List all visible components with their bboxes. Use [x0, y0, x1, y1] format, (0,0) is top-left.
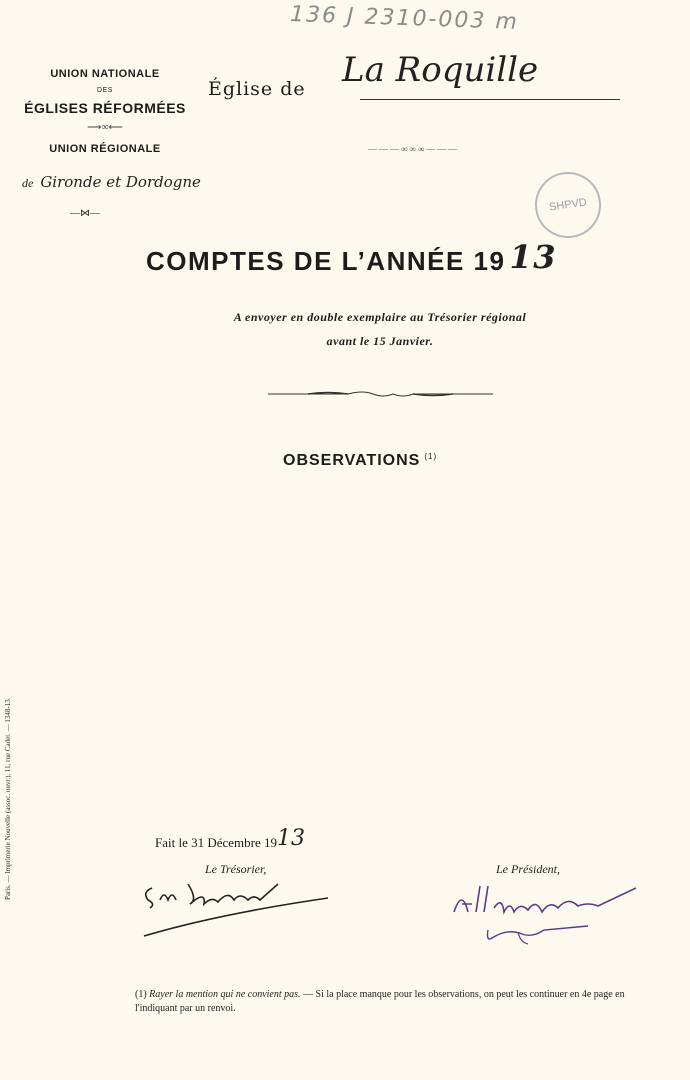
title-year-handwritten: 13 [509, 238, 557, 276]
instruction-line-1: A envoyer en double exemplaire au Trésorier régional [233, 310, 527, 324]
footnote-marker: (1) [135, 989, 147, 1000]
eglise-label: Église de [208, 78, 306, 100]
main-title [146, 240, 557, 278]
footnote-rest: — Si la place manque pour les observations, on peut les continuer en 4e page en l'indiquant par un renvoi. [135, 989, 625, 1014]
region-line [22, 173, 201, 191]
eglise-line [208, 50, 539, 100]
tresorier-signature [138, 870, 338, 945]
union-regionale-label: UNION RÉGIONALE [49, 143, 161, 155]
tresorier-label: Le Trésorier, [205, 862, 267, 876]
observations-label: OBSERVATIONS [283, 452, 421, 469]
eglise-name-handwritten: La Roquille [342, 50, 539, 90]
archive-stamp: SHPVD [531, 168, 606, 243]
president-signature [448, 878, 648, 953]
eglises-reformees-label: ÉGLISES RÉFORMÉES [24, 100, 186, 116]
main-title-text: COMPTES DE L’ANNÉE 19 [146, 246, 506, 276]
region-prefix: de [22, 176, 34, 190]
ornament-divider: —⋈— [70, 208, 100, 219]
president-label: Le Président, [496, 862, 560, 876]
eglise-underline [360, 99, 620, 100]
footnote-italic: Rayer la mention qui ne convient pas. [149, 989, 301, 1000]
union-nationale-label: UNION NATIONALE [50, 68, 160, 80]
header-union-block [20, 68, 190, 155]
fait-le-text: Fait le 31 Décembre 19 [155, 835, 278, 850]
printer-imprint: Paris. — Imprimerie Nouvelle (assoc. ouvr.), 11, rue Cadet. — 1348-13. [4, 697, 12, 900]
ornament-divider [268, 388, 493, 400]
fait-le-line [155, 828, 305, 853]
region-name-handwritten: Gironde et Dordogne [40, 173, 201, 191]
footnote [135, 988, 635, 1016]
ornament-divider: ———∞∞∞——— [368, 144, 460, 154]
fait-year-handwritten: 13 [277, 826, 306, 851]
archive-reference-handwritten: 136 J 2310-003 m [289, 2, 520, 35]
observations-heading [283, 452, 437, 470]
instruction-line-2: avant le 15 Janvier. [326, 334, 434, 348]
observations-note-marker: (1) [424, 452, 438, 461]
des-label: DES [97, 87, 113, 94]
ornament-divider: ⟶∞⟵ [87, 122, 123, 133]
